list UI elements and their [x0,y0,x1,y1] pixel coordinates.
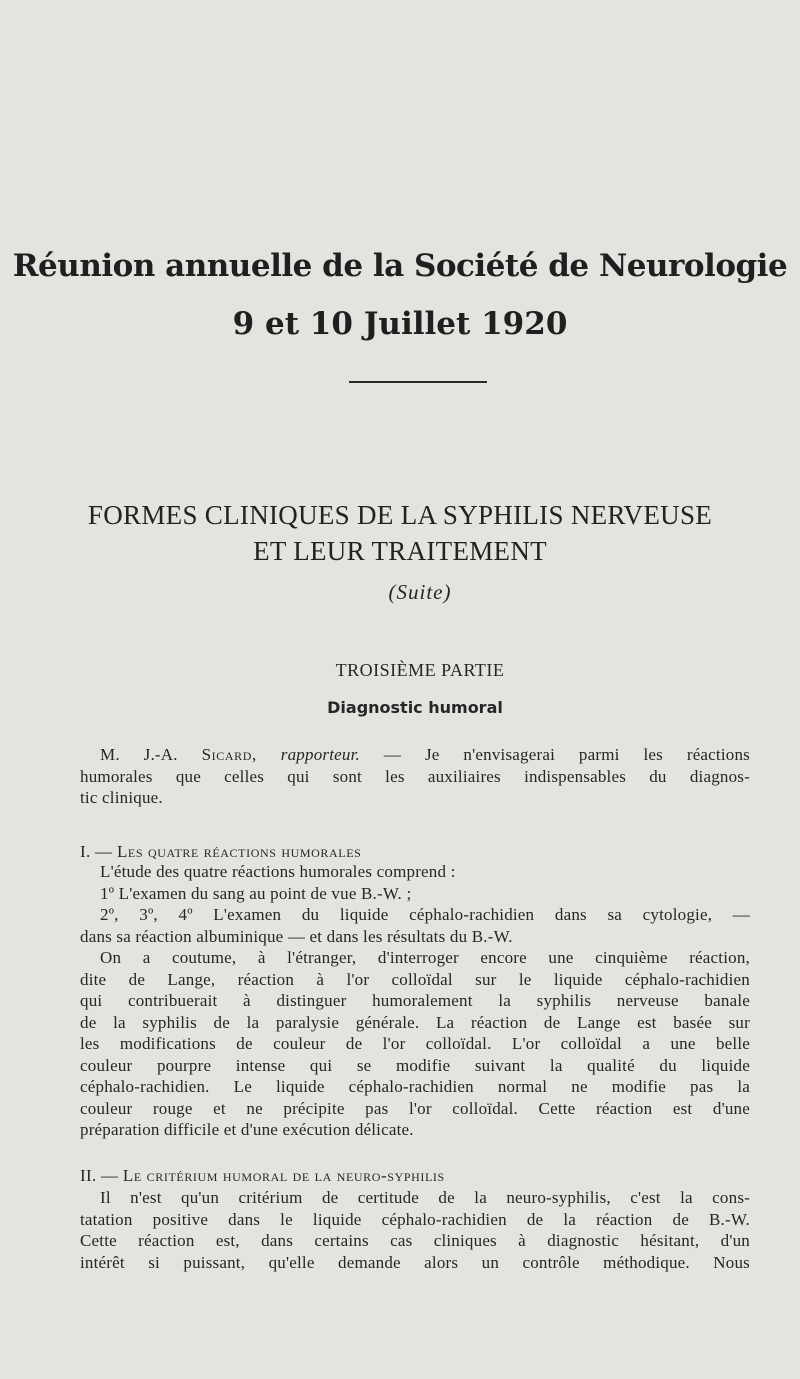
text-line: dans sa réaction albuminique — et dans les résultats du B.-W. [80,926,513,946]
section-1-heading-text: Les quatre réactions humorales [116,842,362,861]
text-line: On a coutume, à l'étranger, d'interroger encore une cinquième réaction, [100,948,750,967]
text-line: intérêt si puissant, qu'elle demande alors un contrôle méthodique. Nous [80,1252,750,1272]
text-line: tatation positive dans le liquide céphalo-rachidien de la réaction de B.-W. [80,1209,750,1229]
section-1-number: I. — [80,842,113,861]
text-line: qui contribuerait à distinguer humoralement la syphilis nerveuse banale [80,991,750,1010]
text-line: couleur rouge et ne précipite pas l'or colloïdal. Cette réaction est d'une [80,1098,750,1118]
text-line: Cette réaction est, dans certains cas cliniques à diagnostic hésitant, d'un [80,1231,750,1250]
author-prefix: M. J.-A. [100,745,178,764]
intro-line-1 [80,744,750,766]
text-line: préparation difficile et d'une exécution délicate. [80,1120,414,1139]
section-title-line2: ET LEUR TRAITEMENT [253,536,547,566]
section-2-number: II. — [80,1166,119,1185]
text-line: couleur pourpre intense qui se modifie suivant la qualité du liquide [80,1055,750,1075]
text-line: dite de Lange, réaction à l'or colloïdal sur le liquide céphalo-rachidien [80,969,750,989]
text-line: céphalo-rachidien. Le liquide céphalo-rachidien normal ne modifie pas la [80,1077,750,1096]
intro-line-3: tic clinique. [80,788,163,807]
text-line: de la syphilis de la paralysie générale. La réaction de Lange est basée sur [80,1012,750,1032]
text-line: L'étude des quatre réactions humorales comprend : [100,862,456,881]
intro-line-2: humorales que celles qui sont les auxiliaires indispensables du diagnos- [80,766,750,786]
section-2-heading [80,1166,750,1186]
section-1-heading [80,842,750,862]
text-line: 1º L'examen du sang au point de vue B.-W. ; [100,883,412,903]
intro-line-1-rest: — Je n'envisagerai parmi les réactions [383,745,750,764]
suite-label: (Suite) [388,580,452,604]
meeting-date: 9 et 10 Juillet 1920 [232,306,568,342]
text-line: les modifications de couleur de l'or colloïdal. L'or colloïdal a une belle [80,1034,750,1053]
meeting-title: Réunion annuelle de la Société de Neurologie [12,248,788,284]
intro-paragraph [80,744,750,809]
text-line: Il n'est qu'un critérium de certitude de la neuro-syphilis, c'est la cons- [100,1188,750,1207]
section-2-heading-text: Le critérium humoral de la neuro-syphilis [122,1166,445,1185]
section-2-body [80,1187,750,1273]
section-1-body [80,861,750,1141]
text-line: 2º, 3º, 4º L'examen du liquide céphalo-rachidien dans sa cytologie, — [100,905,750,924]
section-title-line1: FORMES CLINIQUES DE LA SYPHILIS NERVEUSE [87,500,713,530]
part-label: TROISIÈME PARTIE [335,660,505,680]
title-divider [349,381,487,383]
author-name: Sicard, [201,745,257,764]
author-role: rapporteur. [280,745,360,764]
subheading: Diagnostic humoral [327,698,503,717]
